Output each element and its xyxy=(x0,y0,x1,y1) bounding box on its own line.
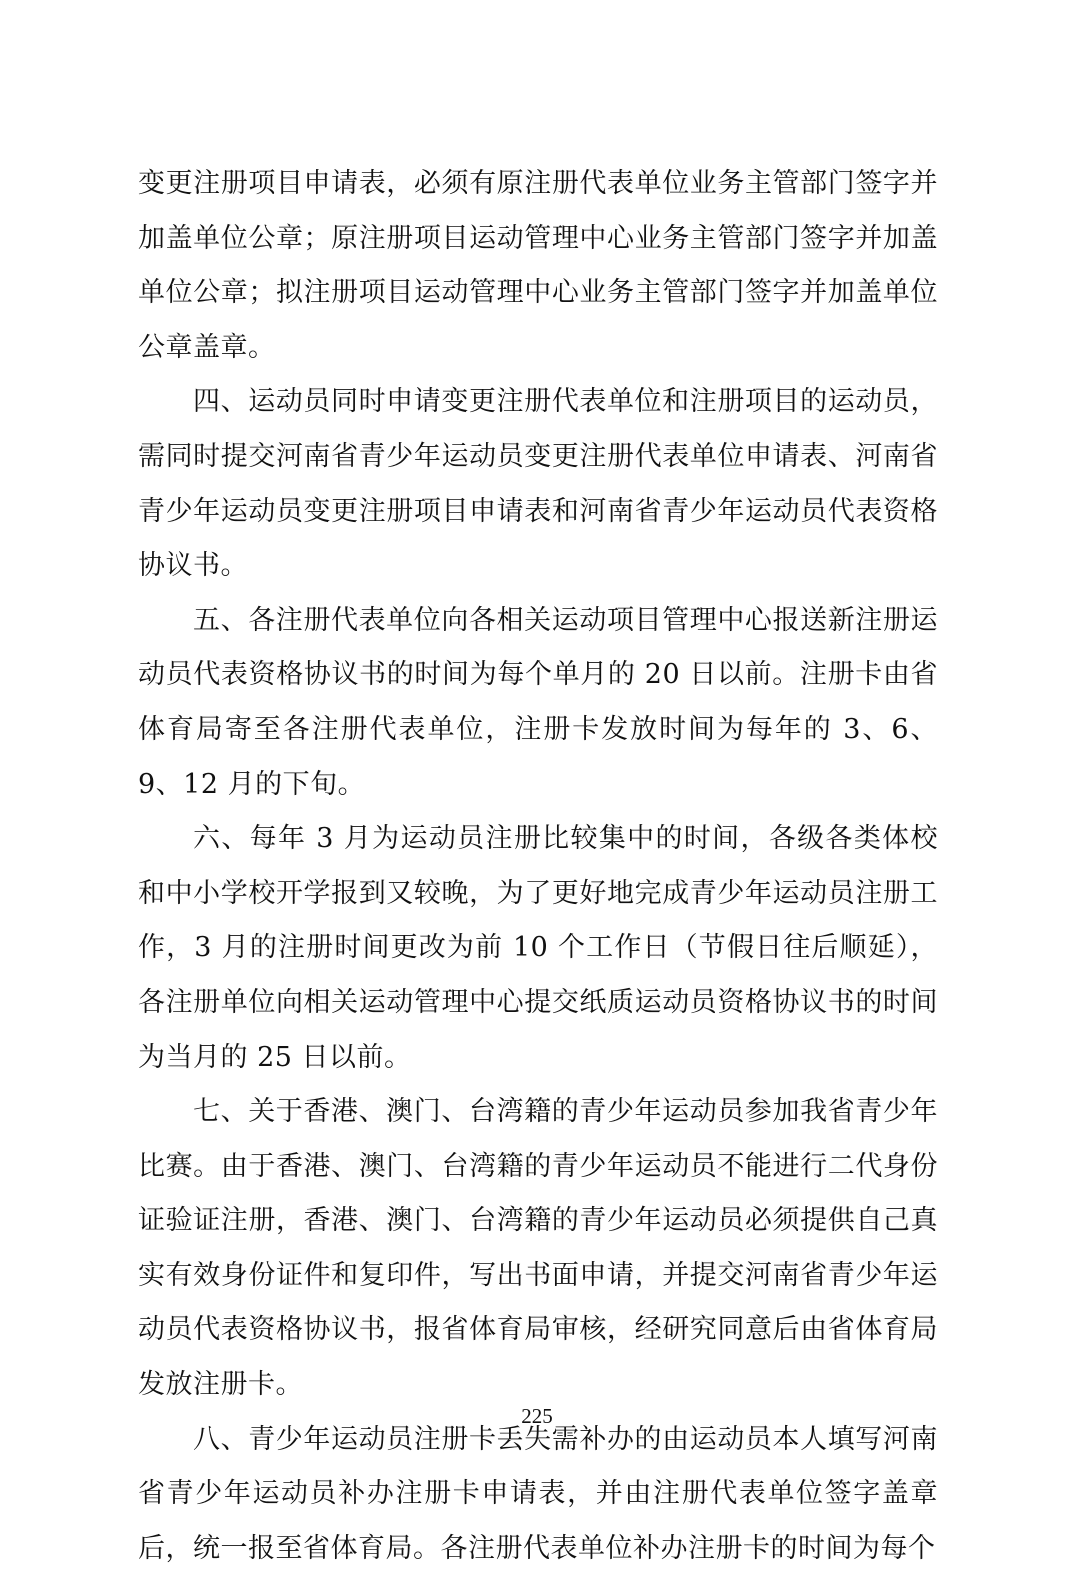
body-text xyxy=(138,157,938,1576)
paragraph-item-6: 六、每年 3 月为运动员注册比较集中的时间，各级各类体校和中小学校开学报到又较晚，为了更好地完成青少年运动员注册工作，3 月的注册时间更改为前 10 个工作日（节假日往后顺延），各注册单位向相关运动管理中心提交纸质运动员资格协议书的时间为当月的 25 日以前。 xyxy=(138,823,938,1073)
paragraph-continuation: 变更注册项目申请表，必须有原注册代表单位业务主管部门签字并加盖单位公章；原注册项目运动管理中心业务主管部门签字并加盖单位公章；拟注册项目运动管理中心业务主管部门签字并加盖单位公章盖章。 xyxy=(138,168,938,363)
page-number: 225 xyxy=(521,1404,553,1428)
paragraph-item-8: 八、青少年运动员注册卡丢失需补办的由运动员本人填写河南省青少年运动员补办注册卡申请表，并由注册代表单位签字盖章后，统一报至省体育局。各注册代表单位补办注册卡的时间为每个 xyxy=(138,1423,938,1564)
paragraph-item-7: 七、关于香港、澳门、台湾籍的青少年运动员参加我省青少年比赛。由于香港、澳门、台湾籍的青少年运动员不能进行二代身份证验证注册，香港、澳门、台湾籍的青少年运动员必须提供自己真实有效身份证件和复印件，写出书面申请，并提交河南省青少年运动员代表资格协议书，报省体育局审核，经研究同意后由省体育局发放注册卡。 xyxy=(138,1096,938,1401)
paragraph-item-5: 五、各注册代表单位向各相关运动项目管理中心报送新注册运动员代表资格协议书的时间为每个单月的 20 日以前。注册卡由省体育局寄至各注册代表单位，注册卡发放时间为每年的 3、6、9、12 月的下旬。 xyxy=(138,604,938,800)
paragraph-item-4: 四、运动员同时申请变更注册代表单位和注册项目的运动员，需同时提交河南省青少年运动员变更注册代表单位申请表、河南省青少年运动员变更注册项目申请表和河南省青少年运动员代表资格协议书。 xyxy=(138,386,938,582)
